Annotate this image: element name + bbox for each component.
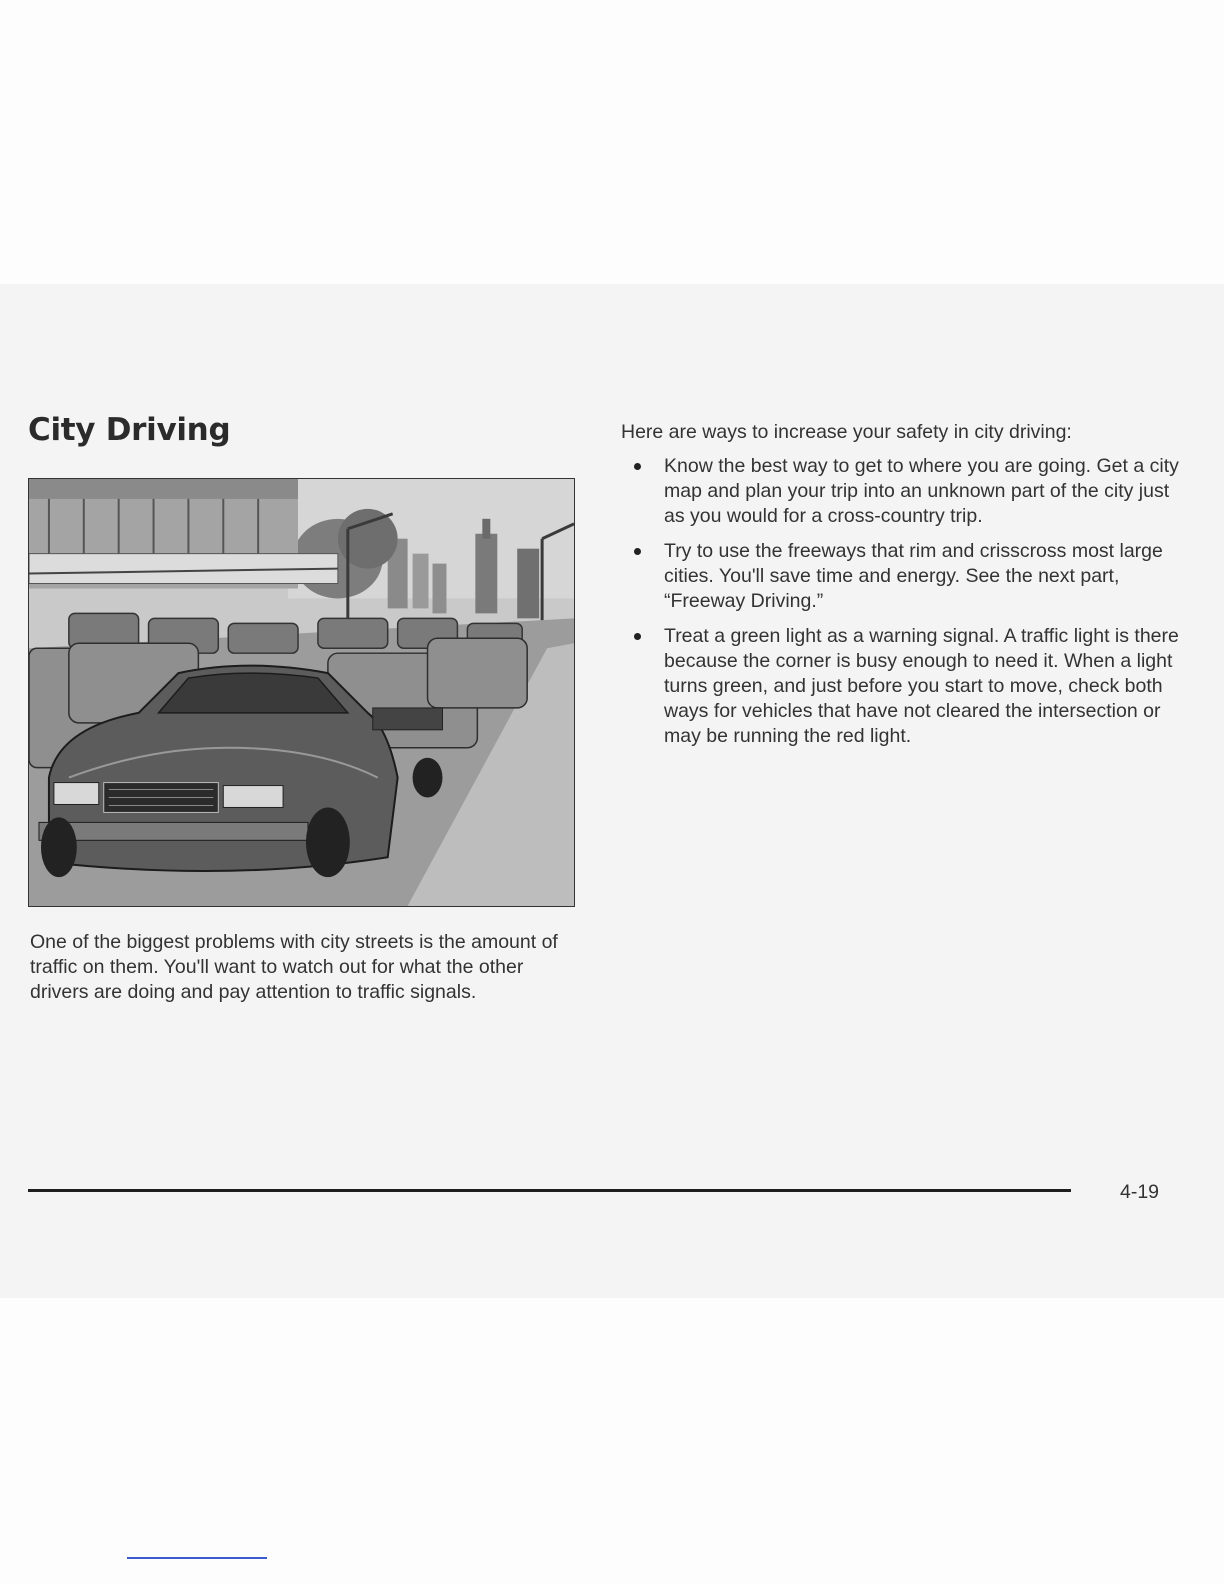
footer-rule <box>28 1189 1071 1192</box>
safety-intro: Here are ways to increase your safety in city driving: <box>621 421 1072 443</box>
page-number: 4-19 <box>1120 1181 1160 1203</box>
list-item <box>621 454 1181 529</box>
bullet-icon <box>634 548 641 555</box>
safety-tips-list <box>621 454 1181 759</box>
bullet-icon <box>634 463 641 470</box>
city-streets-paragraph: One of the biggest problems with city streets is the amount of traffic on them. You'll want to watch out for what the other drivers are doing and pay attention to traffic signals. <box>30 931 558 1003</box>
list-item-text: Know the best way to get to where you are going. Get a city map and plan your trip into an unknown part of the city just as you would for a cross-country trip. <box>664 455 1179 527</box>
list-item <box>621 539 1181 614</box>
city-traffic-illustration <box>28 478 575 907</box>
list-item-text: Treat a green light as a warning signal. A traffic light is there because the corner is busy enough to need it. When a light turns green, and just before you start to move, check both ways for vehicles that have not cleared the intersection or may be running the red light. <box>664 625 1179 747</box>
city-traffic-drawing <box>29 479 574 906</box>
footer-link-underline <box>127 1557 267 1559</box>
section-title: City Driving <box>28 412 231 448</box>
list-item <box>621 624 1181 749</box>
bullet-icon <box>634 633 641 640</box>
list-item-text: Try to use the freeways that rim and crisscross most large cities. You'll save time and energy. See the next part, “Freeway Driving.” <box>664 540 1163 612</box>
